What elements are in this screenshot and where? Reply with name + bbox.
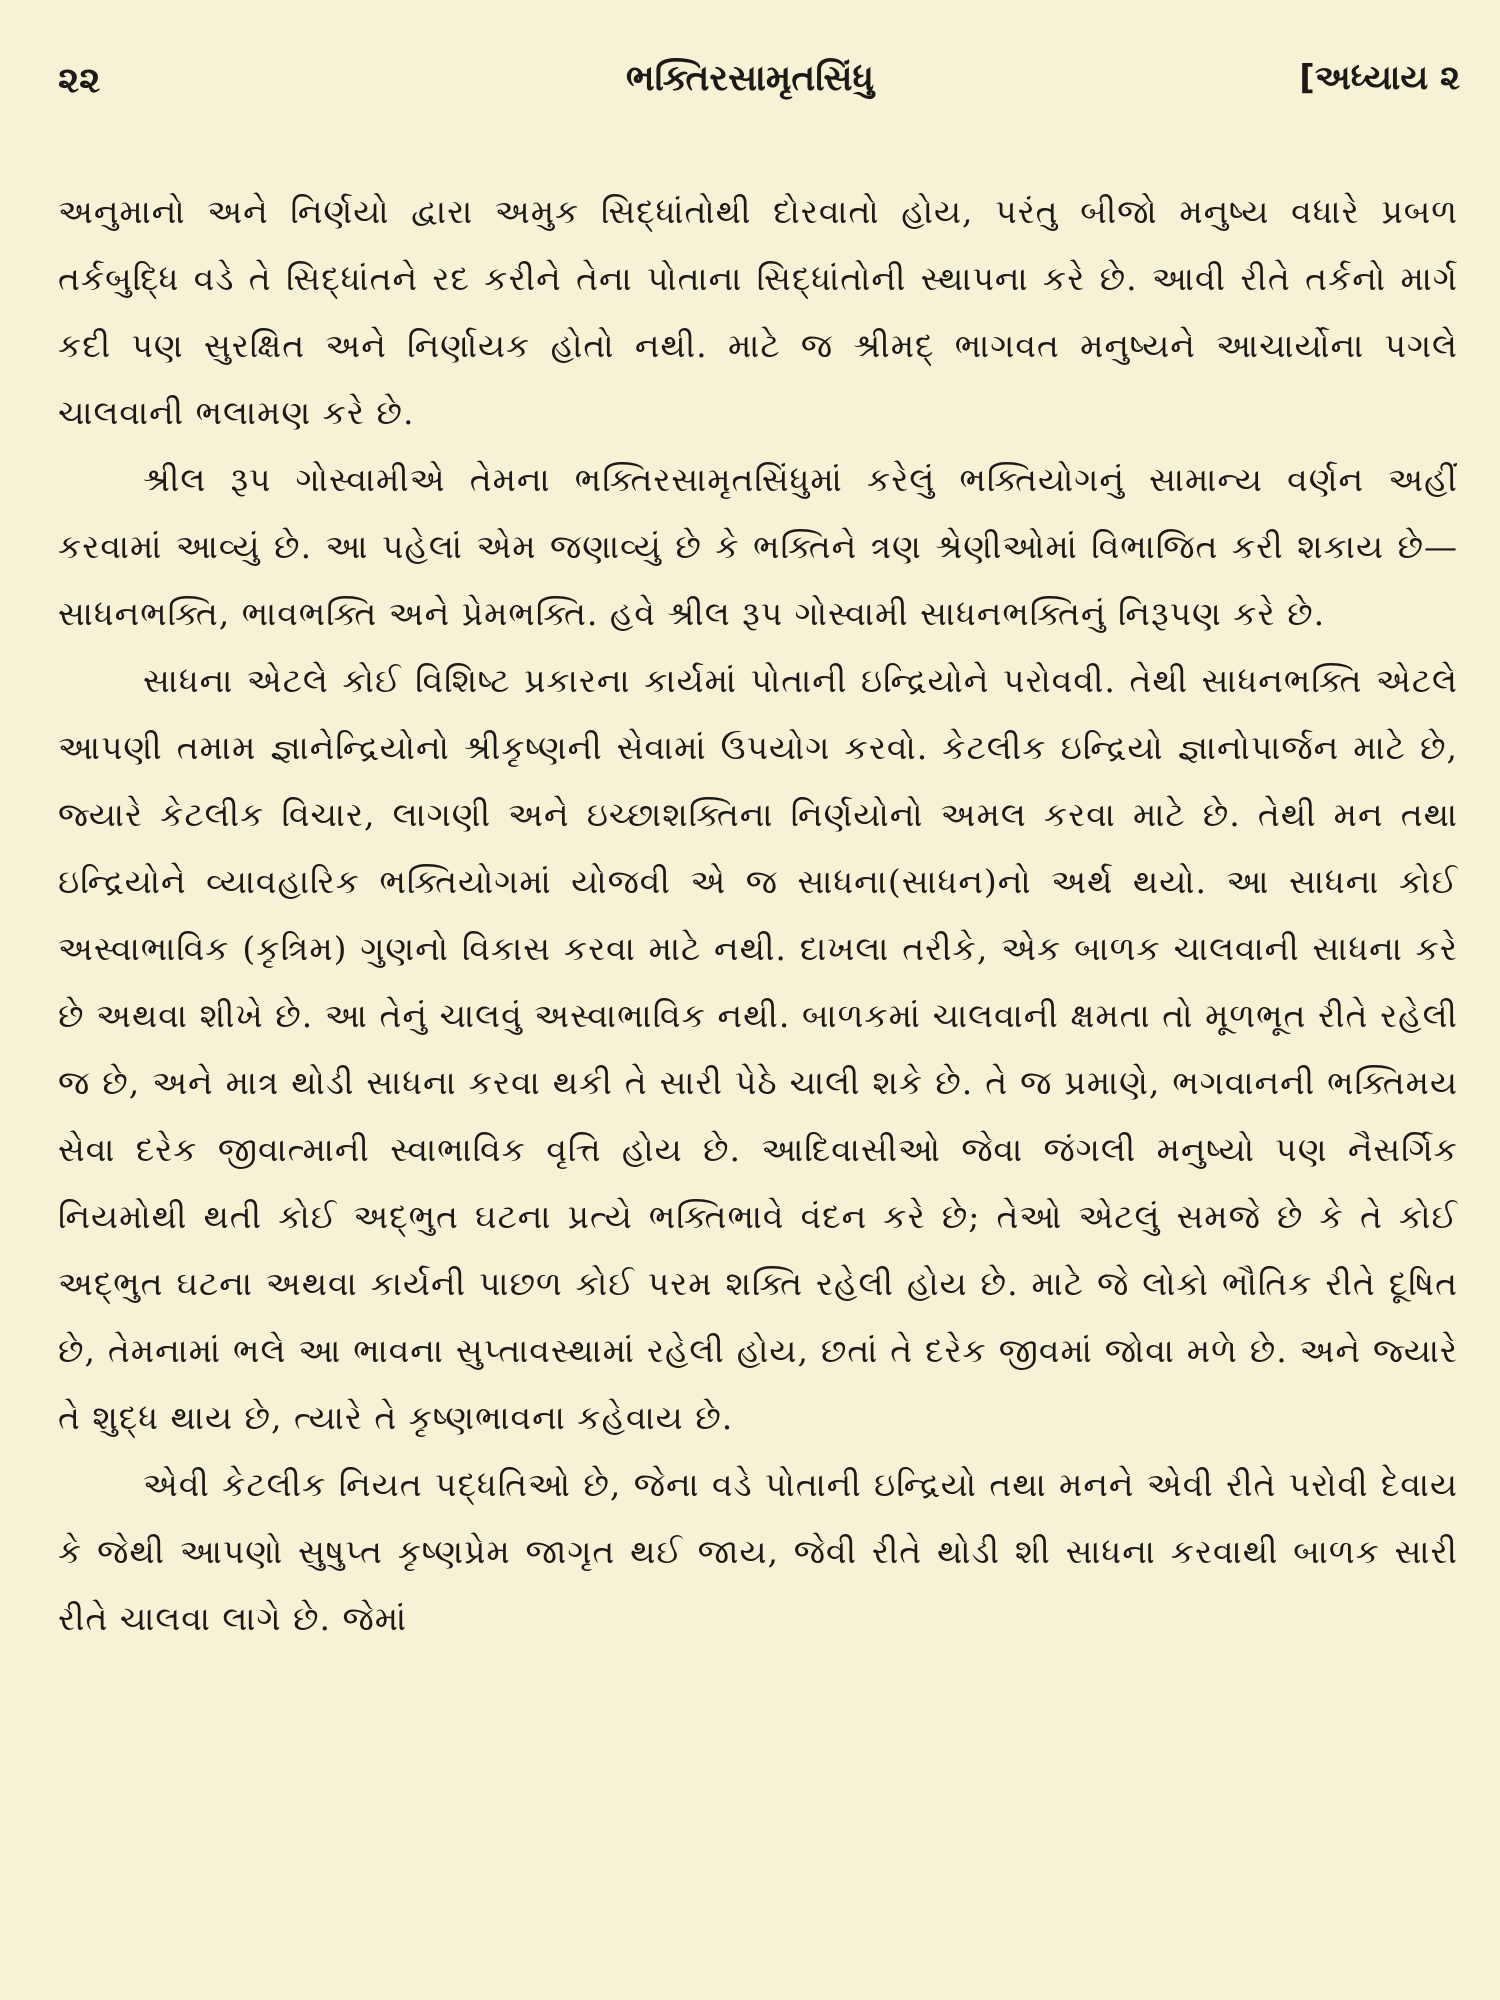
paragraph: અનુમાનો અને નિર્ણયો દ્વારા અમુક સિદ્ધાંતોથી દોરવાતો હોય, પરંતુ બીજો મનુષ્ય વધારે પ્રબળ તર્કબુદ્ધિ વડે તે સિદ્ધાંતને રદ કરીને તેના પોતાના સિદ્ધાંતોની સ્થાપના કરે છે. આવી રીતે તર્કનો માર્ગ કદી પણ સુરક્ષિત અને નિર્ણાયક હોતો નથી. માટે જ શ્રીમદ્ ભાગવત મનુષ્યને આચાર્યોના પગલે ચાલવાની ભલામણ કરે છે.: [58, 192, 1458, 432]
page-number: ૨૨: [58, 60, 101, 101]
paragraph: સાધના એટલે કોઈ વિશિષ્ટ પ્રકારના કાર્યમાં પોતાની ઇન્દ્રિયોને પરોવવી. તેથી સાધનભક્તિ એટલે આપણી તમામ જ્ઞાનેન્દ્રિયોનો શ્રીકૃષ્ણની સેવામાં ઉપયોગ કરવો. કેટલીક ઇન્દ્રિયો જ્ઞાનોપાર્જન માટે છે, જ્યારે કેટલીક વિચાર, લાગણી અને ઇચ્છાશક્તિના નિર્ણયોનો અમલ કરવા માટે છે. તેથી મન તથા ઇન્દ્રિયોને વ્યાવહારિક ભક્તિયોગમાં યોજવી એ જ સાધના(સાધન)નો અર્થ થયો. આ સાધના કોઈ અસ્વાભાવિક (કૃત્રિમ) ગુણનો વિકાસ કરવા માટે નથી. દાખલા તરીકે, એક બાળક ચાલવાની સાધના કરે છે અથવા શીખે છે. આ તેનું ચાલવું અસ્વાભાવિક નથી. બાળકમાં ચાલવાની ક્ષમતા તો મૂળભૂત રીતે રહેલી જ છે, અને માત્ર થોડી સાધના કરવા થકી તે સારી પેઠે ચાલી શકે છે. તે જ પ્રમાણે, ભગવાનની ભક્તિમય સેવા દરેક જીવાત્માની સ્વાભાવિક વૃત્તિ હોય છે. આદિવાસીઓ જેવા જંગલી મનુષ્યો પણ નૈસર્ગિક નિયમોથી થતી કોઈ અદ્ભુત ઘટના પ્રત્યે ભક્તિભાવે વંદન કરે છે; તેઓ એટલું સમજે છે કે તે કોઈ અદ્ભુત ઘટના અથવા કાર્યની પાછળ કોઈ પરમ શક્તિ રહેલી હોય છે. માટે જે લોકો ભૌતિક રીતે દૂષિત છે, તેમનામાં ભલે આ ભાવના સુપ્તાવસ્થામાં રહેલી હોય, છતાં તે દરેક જીવમાં જોવા મળે છે. અને જ્યારે તે શુદ્ધ થાય છે, ત્યારે તે કૃષ્ણભાવના કહેવાય છે.: [58, 661, 1458, 1437]
paragraph: એવી કેટલીક નિયત પદ્ધતિઓ છે, જેના વડે પોતાની ઇન્દ્રિયો તથા મનને એવી રીતે પરોવી દેવાય કે જેથી આપણો સુષુપ્ત કૃષ્ણપ્રેમ જાગૃત થઈ જાય, જેવી રીતે થોડી શી સાધના કરવાથી બાળક સારી રીતે ચાલવા લાગે છે. જેમાં: [58, 1465, 1458, 1638]
body-text: [58, 178, 1458, 1652]
paragraph: શ્રીલ રૂપ ગોસ્વામીએ તેમના ભક્તિરસામૃતસિંધુમાં કરેલું ભક્તિયોગનું સામાન્ય વર્ણન અહીં કરવામાં આવ્યું છે. આ પહેલાં એમ જણાવ્યું છે કે ભક્તિને ત્રણ શ્રેણીઓમાં વિભાજિત કરી શકાય છે—સાધનભક્તિ, ભાવભક્તિ અને પ્રેમભક્તિ. હવે શ્રીલ રૂપ ગોસ્વામી સાધનભક્તિનું નિરૂપણ કરે છે.: [58, 460, 1459, 633]
chapter-label: [અધ્યાય ૨: [1299, 58, 1460, 98]
running-title: ભક્તિરસામૃતસિંધુ: [625, 58, 875, 99]
page-header: [0, 52, 1500, 122]
